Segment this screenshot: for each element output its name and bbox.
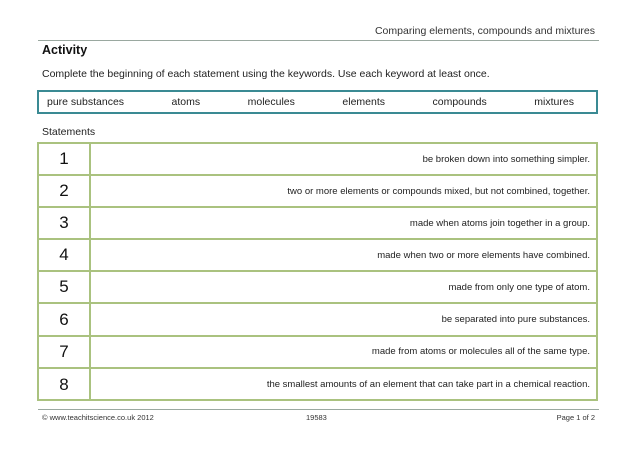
statement-row: [39, 144, 596, 176]
statement-text: two or more elements or compounds mixed, but not combined, together.: [287, 185, 590, 197]
statements-heading: Statements: [42, 126, 96, 138]
keyword-elements: elements: [342, 96, 385, 108]
statement-row: [39, 369, 596, 401]
statement-text: made when two or more elements have combined.: [377, 249, 590, 261]
keyword-atoms: atoms: [171, 96, 201, 108]
keyword-mixtures: mixtures: [534, 96, 574, 108]
statement-text: be broken down into something simpler.: [422, 153, 590, 165]
statements-table: [37, 142, 598, 401]
keyword-box: [37, 90, 598, 114]
keyword-compounds: compounds: [432, 96, 487, 108]
statement-row: [39, 272, 596, 304]
statement-number: 7: [39, 337, 91, 367]
statement-number: 1: [39, 144, 91, 174]
footer-resource-code: 19583: [306, 413, 327, 422]
statement-number: 6: [39, 304, 91, 334]
statement-text: made from only one type of atom.: [448, 281, 590, 293]
statement-text: the smallest amounts of an element that can take part in a chemical reaction.: [266, 379, 590, 391]
statement-row: [39, 208, 596, 240]
statement-row: [39, 304, 596, 336]
activity-instructions: Complete the beginning of each statement using the keywords. Use each keyword at least once.: [42, 68, 490, 80]
footer-page-number: Page 1 of 2: [556, 413, 595, 422]
footer-copyright: © www.teachitscience.co.uk 2012: [42, 413, 154, 422]
statement-number: 5: [39, 272, 91, 302]
footer-divider: [38, 409, 599, 410]
statement-row: [39, 176, 596, 208]
document-title: Comparing elements, compounds and mixtures: [374, 25, 595, 37]
activity-heading: Activity: [42, 43, 88, 57]
statement-text: made when atoms join together in a group.: [409, 217, 590, 229]
statement-row: [39, 337, 596, 369]
statement-text: be separated into pure substances.: [441, 314, 590, 326]
statement-row: [39, 240, 596, 272]
statement-number: 8: [39, 369, 91, 401]
statement-number: 3: [39, 208, 91, 238]
header-divider: [38, 40, 599, 41]
keyword-molecules: molecules: [247, 96, 295, 108]
statement-number: 2: [39, 176, 91, 206]
statement-number: 4: [39, 240, 91, 270]
statement-text: made from atoms or molecules all of the same type.: [371, 346, 590, 358]
keyword-pure-substances: pure substances: [47, 96, 125, 108]
